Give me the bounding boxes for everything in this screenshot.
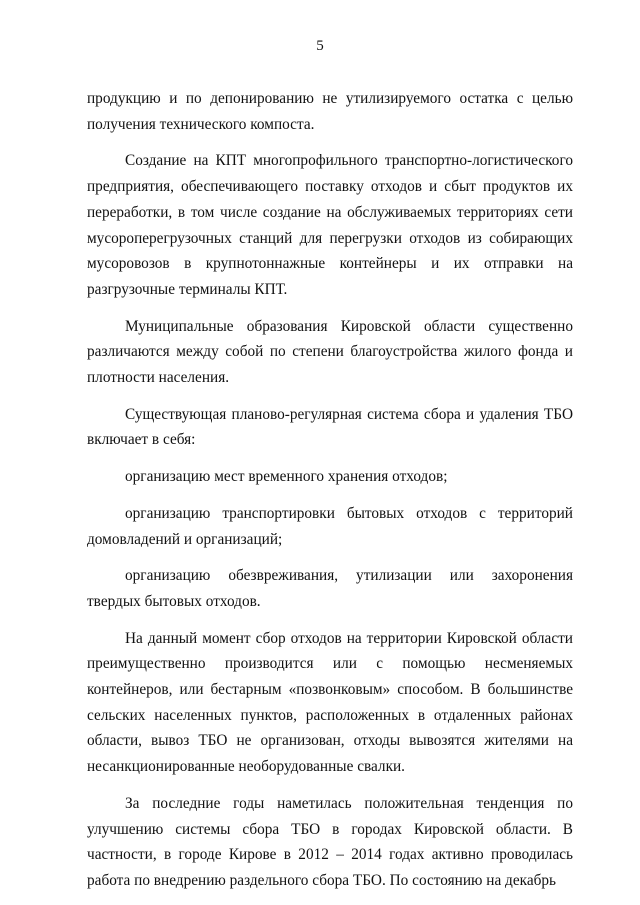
list-item-disposal: организацию обезвреживания, утилизации или захоронения твердых бытовых отходов. — [87, 567, 573, 610]
paragraph-current-state: На данный момент сбор отходов на территории Кировской области преимущественно производится или с помощью несменяемых контейнеров, или бестарным «позвонковым» способом. В большинстве сельских населенных пунктов, расположенных в отдаленных районах области, вывоз ТБО не организован, отходы вывозятся жителями на несанкционированные необорудованные свалки. — [87, 629, 573, 776]
page-number: 5 — [316, 38, 324, 54]
paragraph-municipalities: Муниципальные образования Кировской области существенно различаются между собой по степени благоустройства жилого фонда и плотности населения. — [87, 317, 573, 387]
document-body — [87, 86, 573, 894]
paragraph-recent-trends: За последние годы наметилась положительная тенденция по улучшению системы сбора ТБО в городах Кировской области. В частности, в городе Кирове в 2012 – 2014 годах активно проводилась работа по внедрению раздельного сбора ТБО. По состоянию на декабрь — [87, 794, 573, 889]
paragraph-continuation: продукцию и по депонированию не утилизируемого остатка с целью получения технического компоста. — [87, 90, 573, 133]
list-item-storage: организацию мест временного хранения отходов; — [125, 468, 448, 486]
paragraph-collection-system: Существующая планово-регулярная система сбора и удаления ТБО включает в себя: — [87, 405, 573, 449]
list-item-transport: организацию транспортировки бытовых отходов с территорий домовладений и организаций; — [87, 504, 573, 548]
paragraph-kpt-enterprise: Создание на КПТ многопрофильного транспортно-логистического предприятия, обеспечивающего поставку отходов и сбыт продуктов их переработки, в том числе создание на обслуживаемых территориях сети мусороперегрузочных станций для перегрузки отходов из собирающих мусоровозов в крупнотоннажные контейнеры и их отправки на разгрузочные терминалы КПТ. — [87, 152, 573, 298]
